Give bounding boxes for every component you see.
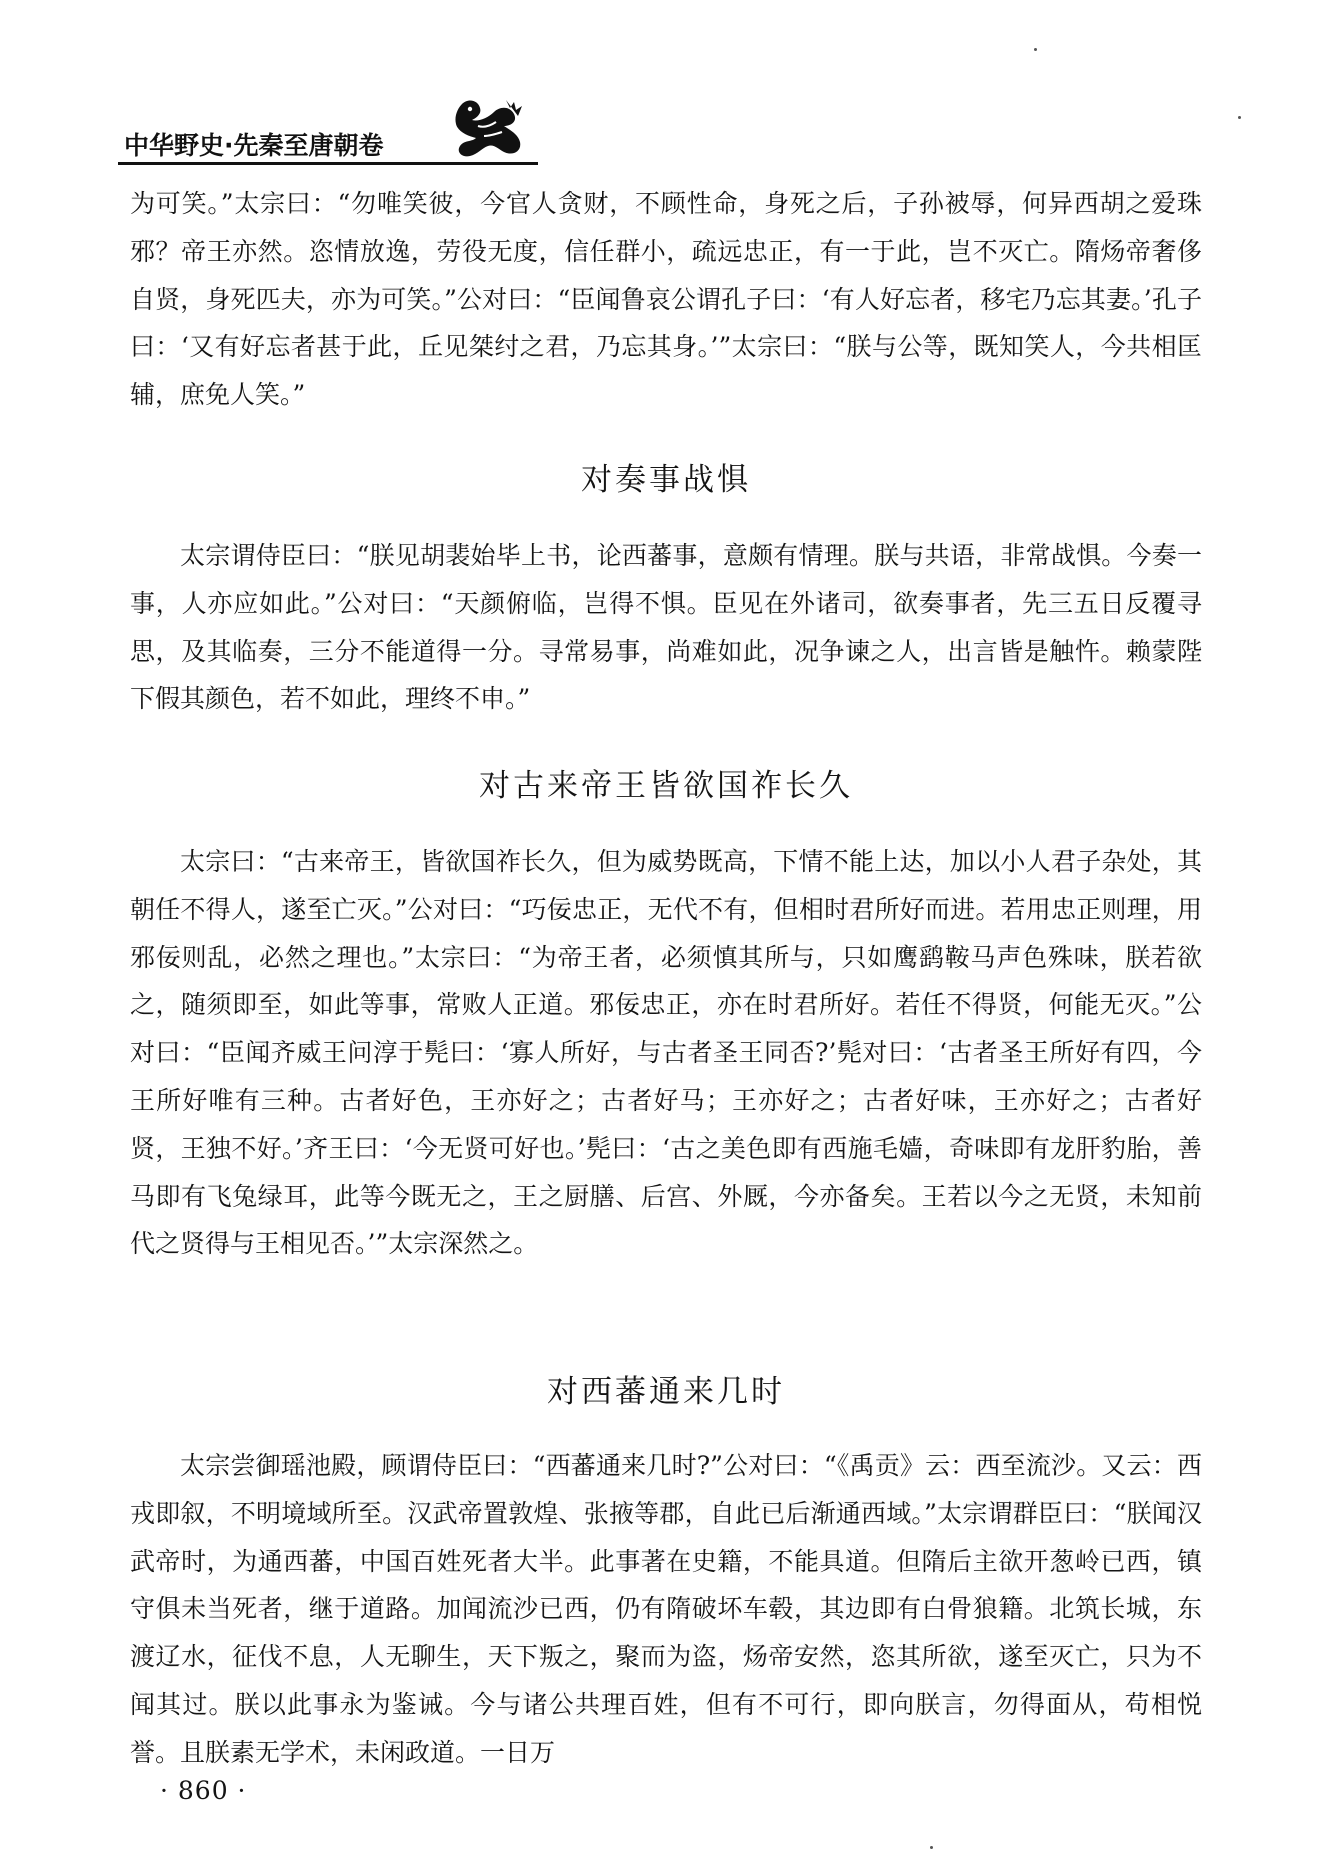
page-number: · 860 · bbox=[160, 1776, 247, 1805]
paragraph-1: 为可笑。”太宗曰：“勿唯笑彼，今官人贪财，不顾性命，身死之后，子孙被辱，何异西胡之爱珠邪？帝王亦然。恣情放逸，劳役无度，信任群小，疏远忠正，有一于此，岂不灭亡。隋炀帝奢侈自贤，身死匹夫，亦为可笑。”公对曰：“臣闻鲁哀公谓孔子曰：‘有人好忘者，移宅乃忘其妻。’孔子曰：‘又有好忘者甚于此，丘见桀纣之君，乃忘其身。’”太宗曰：“朕与公等，既知笑人，今共相匡辅，庶免人笑。” bbox=[130, 189, 1202, 410]
scan-speck bbox=[930, 1846, 933, 1849]
section-heading-3: 对西蕃通来几时 bbox=[547, 1374, 785, 1410]
paragraph-2: 太宗谓侍臣曰：“朕见胡裴始毕上书，论西蕃事，意颇有情理。朕与共语，非常战惧。今奏一事，人亦应如此。”公对曰：“天颜俯临，岂得不惧。臣见在外诸司，欲奏事者，先三五日反覆寻思，及其临奏，三分不能道得一分。寻常易事，尚难如此，况争谏之人，出言皆是触忤。赖蒙陛下假其颜色，若不如此，理终不申。” bbox=[130, 541, 1202, 714]
scan-speck bbox=[1238, 116, 1241, 119]
scan-speck bbox=[1034, 48, 1037, 51]
header-title: 中华野史·先秦至唐朝卷 bbox=[124, 131, 384, 160]
paragraph-3: 太宗曰：“古来帝王，皆欲国祚长久，但为威势既高，下情不能上达，加以小人君子杂处，其朝任不得人，遂至亡灭。”公对曰：“巧佞忠正，无代不有，但相时君所好而进。若用忠正则理，用邪佞则乱，必然之理也。”太宗曰：“为帝王者，必须慎其所与，只如鹰鹞鞍马声色殊味，朕若欲之，随须即至，如此等事，常败人正道。邪佞忠正，亦在时君所好。若任不得贤，何能无灭。”公对曰：“臣闻齐威王问淳于髡曰：‘寡人所好，与古者圣王同否?’髡对曰：‘古者圣王所好有四，今王所好唯有三种。古者好色，王亦好之；古者好马；王亦好之；古者好味，王亦好之；古者好贤，王独不好。’齐王曰：‘今无贤可好也。’髡曰：‘古之美色即有西施毛嫱，奇味即有龙肝豹胎，善马即有飞兔绿耳，此等今既无之，王之厨膳、后宫、外厩，今亦备矣。王若以今之无贤，未知前代之贤得与王相见否。’”太宗深然之。 bbox=[130, 847, 1202, 1259]
section-heading-1: 对奏事战惧 bbox=[581, 462, 751, 498]
paragraph-4: 太宗尝御瑶池殿，顾谓侍臣曰：“西蕃通来几时?”公对曰：“《禹贡》云：西至流沙。又云：西戎即叙，不明境域所至。汉武帝置敦煌、张掖等郡，自此已后渐通西域。”太宗谓群臣曰：“朕闻汉武帝时，为通西蕃，中国百姓死者大半。此事著在史籍，不能具道。但隋后主欲开葱岭已西，镇守俱未当死者，继于道路。加闻流沙已西，仍有隋破坏车毂，其边即有白骨狼籍。北筑长城，东渡辽水，征伐不息，人无聊生，天下叛之，聚而为盗，炀帝安然，恣其所欲，遂至灭亡，只为不闻其过。朕以此事永为鉴诫。今与诸公共理百姓，但有不可行，即向朕言，勿得面从，苟相悦誉。且朕素无学术，未闲政道。一日万 bbox=[130, 1451, 1202, 1767]
section-heading-2: 对古来帝王皆欲国祚长久 bbox=[479, 768, 853, 804]
